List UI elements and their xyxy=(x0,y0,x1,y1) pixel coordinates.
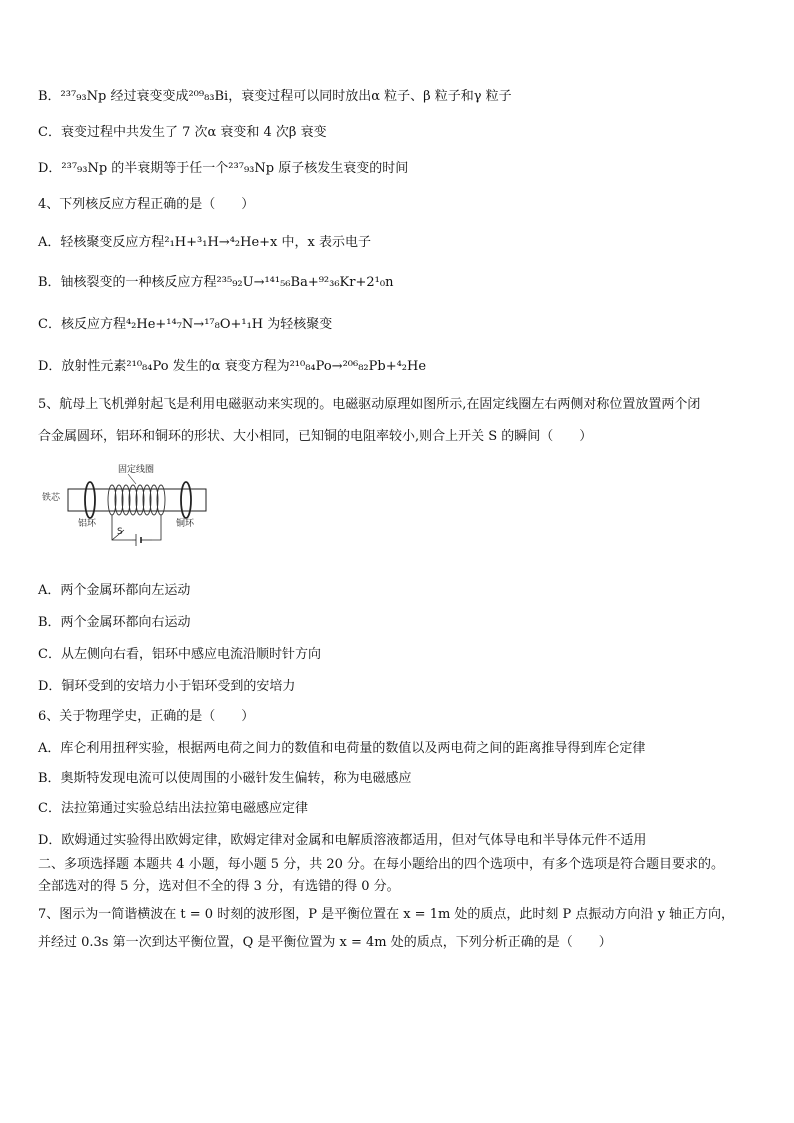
switch-label: S xyxy=(117,527,123,537)
q5-stem-line2: 合金属圆环，铝环和铜环的形状、大小相同，已知铜的电阻率较小,则合上开关 S 的瞬间（ ） xyxy=(38,429,593,444)
aluminum-ring xyxy=(85,482,95,518)
q4-option-b: B．铀核裂变的一种核反应方程²³⁵₉₂U→¹⁴¹₅₆Ba+⁹²₃₆Kr+2¹₀n xyxy=(38,275,394,290)
em-drive-figure xyxy=(40,462,215,557)
core-label: 铁芯 xyxy=(42,493,61,503)
aluminum-ring-label: 铝环 xyxy=(78,519,97,529)
q3-option-b: B．²³⁷₉₃Np 经过衰变变成²⁰⁹₈₃Bi，衰变过程可以同时放出α 粒子、β 粒子和γ 粒子 xyxy=(38,89,512,104)
coil-label-pointer xyxy=(128,474,136,484)
q5-option-c: C．从左侧向右看，铝环中感应电流沿顺时针方向 xyxy=(38,647,321,662)
q4-option-a: A．轻核聚变反应方程²₁H+³₁H→⁴₂He+x 中，x 表示电子 xyxy=(38,235,371,250)
q4-stem: 4、下列核反应方程正确的是（ ） xyxy=(38,197,255,212)
q5-option-d: D．铜环受到的安培力小于铝环受到的安培力 xyxy=(38,679,296,694)
coil-label: 固定线圈 xyxy=(118,465,155,475)
q5-stem-line1: 5、航母上飞机弹射起飞是利用电磁驱动来实现的。电磁驱动原理如图所示,在固定线圈左右两侧对称位置放置两个闭 xyxy=(38,397,701,412)
q6-option-c: C．法拉第通过实验总结出法拉第电磁感应定律 xyxy=(38,801,308,816)
section2-instruction-line1: 二、多项选择题 本题共 4 小题，每小题 5 分，共 20 分。在每小题给出的四个选项中，有多个选项是符合题目要求的。 xyxy=(38,857,725,872)
q4-option-d: D．放射性元素²¹⁰₈₄Po 发生的α 衰变方程为²¹⁰₈₄Po→²⁰⁶₈₂Pb+⁴₂He xyxy=(38,359,427,374)
q7-stem-line1: 7、图示为一简谐横波在 t = 0 时刻的波形图，P 是平衡位置在 x = 1m 处的质点，此时刻 P 点振动方向沿 y 轴正方向， xyxy=(38,907,735,922)
q4-option-c: C．核反应方程⁴₂He+¹⁴₇N→¹⁷₈O+¹₁H 为轻核聚变 xyxy=(38,317,333,332)
q6-option-d: D．欧姆通过实验得出欧姆定律，欧姆定律对金属和电解质溶液都适用，但对气体导电和半导体元件不适用 xyxy=(38,833,647,848)
copper-ring xyxy=(181,482,191,518)
copper-ring-label: 铜环 xyxy=(176,519,195,529)
q7-stem-line2: 并经过 0.3s 第一次到达平衡位置，Q 是平衡位置为 x = 4m 处的质点，下列分析正确的是（ ） xyxy=(38,935,612,950)
q3-option-d: D．²³⁷₉₃Np 的半衰期等于任一个²³⁷₉₃Np 原子核发生衰变的时间 xyxy=(38,161,409,176)
q6-option-a: A．库仑利用扭秤实验，根据两电荷之间力的数值和电荷量的数值以及两电荷之间的距离推导得到库仑定律 xyxy=(38,741,646,756)
q6-option-b: B．奥斯特发现电流可以使周围的小磁针发生偏转，称为电磁感应 xyxy=(38,771,412,786)
q6-stem: 6、关于物理学史，正确的是（ ） xyxy=(38,709,255,724)
q5-option-a: A．两个金属环都向左运动 xyxy=(38,583,191,598)
section2-instruction-line2: 全部选对的得 5 分，选对但不全的得 3 分，有选错的得 0 分。 xyxy=(38,879,400,894)
q3-option-c: C．衰变过程中共发生了 7 次α 衰变和 4 次β 衰变 xyxy=(38,125,327,140)
q5-option-b: B．两个金属环都向右运动 xyxy=(38,615,191,630)
